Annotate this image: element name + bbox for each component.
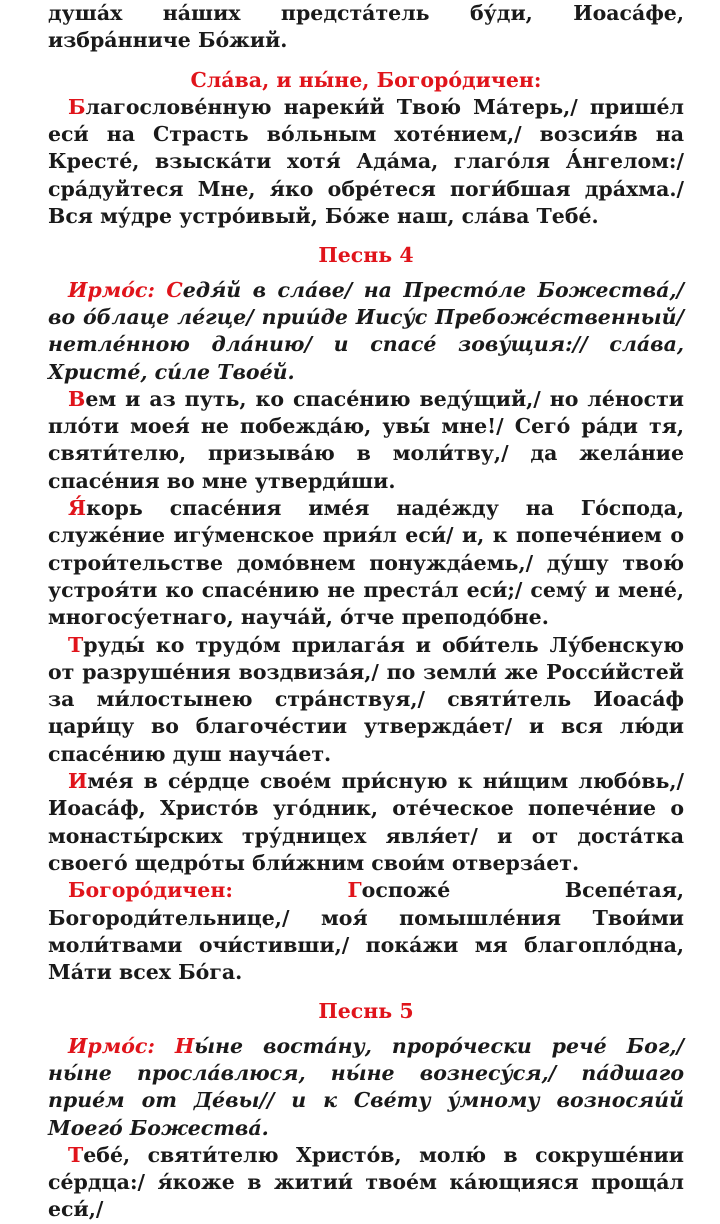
stanza: [48, 632, 684, 768]
page: [48, 0, 684, 1224]
irmos-text: ы́не воста́ну, проро́чески рече́ Бог,/ ны́не просла́влюся, ны́не вознесу́ся,/ па́дшаго прие́м от Де́вы// и к Све́ту у́мному возносяи́й Моего́ Божества́.: [48, 1033, 684, 1140]
stanza-text: корь спасе́ния име́я наде́жду на Го́спода, служе́ние игу́менское прия́л еси́/ и, к попече́нием о строи́тельстве домо́внем понужда́емь,/ ду́шу твою́ устроя́ти ко спасе́нию не преста́л еси́;/ сему́ и мене́, многосу́етнаго, науча́й, о́тче преподо́бне.: [48, 496, 684, 630]
irmos-label: Ирмо́с:: [68, 1033, 175, 1058]
stanza-text: руды́ ко трудо́м прилага́я и оби́тель Лу́бенскую от разруше́ния воздвиза́я,/ по земли́ же Росси́йстей за ми́лостынею стра́нствуя,/ святи́тель Иоаса́ф цари́цу во благоче́стии утвержда́ет/ и вся лю́ди спасе́нию душ науча́ет.: [48, 632, 684, 766]
red-initial: С: [166, 277, 183, 302]
continuation-paragraph: [48, 0, 684, 55]
section-heading: Песнь 5: [318, 999, 414, 1024]
red-initial: В: [68, 386, 86, 411]
red-initial: Н: [174, 1033, 195, 1058]
red-initial: Г: [347, 878, 362, 903]
irmos-stanza: [48, 277, 684, 386]
red-initial: Т: [68, 632, 84, 657]
red-initial: Б: [68, 94, 86, 119]
stanza: [48, 495, 684, 631]
irmos-stanza: [48, 1033, 684, 1142]
stanza-text: лагослове́нную нареки́й Твою́ Ма́терь,/ пришéл еси́ на Страсть во́льным хоте́нием,/ возсия́в на Кресте́, взыска́ти хотя́ Ада́ма, глаго́ля А́нгелом:/ сра́дуйтеся Мне, я́ко обре́теся поги́бшая дра́хма./ Вся му́дре устро́ивый, Бо́же наш, сла́ва Тебе́.: [48, 94, 684, 229]
stanza-text: ем и аз путь, ко спасе́нию веду́щий,/ но ле́ности пло́ти моея́ не побежда́ю, увы́ мне!/ Сего́ ра́ди тя, святи́телю, призыва́ю в моли́тву,/ да жела́ние спасе́ния во мне утверди́ши.: [48, 386, 684, 493]
stanza-text: ебе́, святи́телю Христо́в, молю́ в сокруше́нии се́рдца:/ я́коже в житии́ твое́м ка́ющияся проща́л еси́,/: [48, 1142, 684, 1222]
theotokion-stanza: [48, 877, 684, 986]
irmos-text: едя́й в сла́ве/ на Престо́ле Божества́,/ во о́блаце ле́гце/ прии́де Иису́с Пребоже́ственный/ нетле́нною дла́нию/ и спасе́ зову́щия:// сла́ва, Христе́, си́ле Твое́й.: [48, 277, 684, 384]
theotokion-label: Богоро́дичен:: [68, 878, 348, 903]
red-initial: И: [68, 769, 88, 794]
red-initial: Я́: [68, 496, 87, 521]
stanza-text: ме́я в се́рдце свое́м при́сную к ни́щим любо́вь,/ Иоаса́ф, Христо́в уго́дник, оте́ческое попече́ние о монасты́рских тру́дницех явля́ет/ и от доста́тка своего́ щедро́ты бли́жним свои́м отверза́ет.: [48, 769, 684, 875]
stanza: [48, 768, 684, 877]
stanza: [48, 1142, 684, 1224]
stanza: [48, 94, 684, 230]
irmos-label: Ирмо́с:: [68, 277, 167, 302]
red-initial: Т: [68, 1142, 84, 1167]
paragraph-text: душа́х на́ших предста́тель бу́ди, Иоаса́фе, избра́нниче Бо́жий.: [48, 1, 684, 53]
stanza-text: оспоже́ Всепе́тая, Богороди́тельнице,/ моя́ помышле́ния Твои́ми моли́твами очи́стивши,/ пока́жи мя благопло́дна, Ма́ти всех Бо́га.: [48, 878, 684, 985]
section-heading: Песнь 4: [318, 243, 414, 268]
stanza: [48, 386, 684, 495]
section-heading: Сла́ва, и ны́не, Богоро́дичен:: [190, 67, 542, 92]
